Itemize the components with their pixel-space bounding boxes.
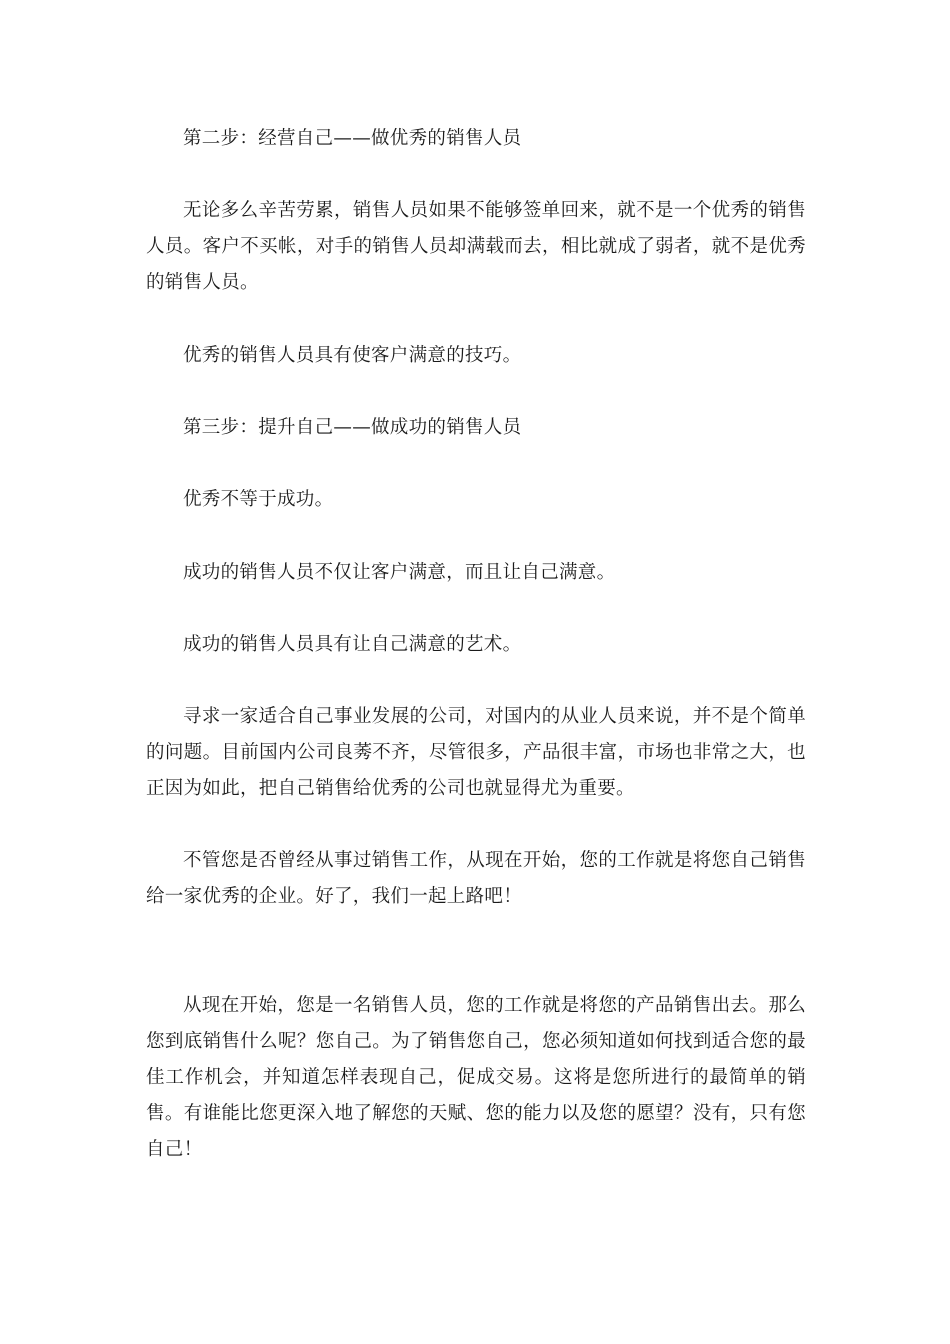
paragraph-hard-work: 无论多么辛苦劳累，销售人员如果不能够签单回来，就不是一个优秀的销售人员。客户不买帐，对手的销售人员却满载而去，相比就成了弱者，就不是优秀的销售人员。 bbox=[146, 200, 806, 293]
heading-step-three: 第三步：提升自己——做成功的销售人员 bbox=[183, 417, 522, 438]
paragraph-not-equal: 优秀不等于成功。 bbox=[183, 489, 334, 510]
paragraph-find-company: 寻求一家适合自己事业发展的公司，对国内的从业人员来说，并不是个简单的问题。目前国内公司良莠不齐，尽管很多，产品很丰富，市场也非常之大，也正因为如此，把自己销售给优秀的公司也就显得尤为重要。 bbox=[146, 706, 806, 799]
paragraph-start-now: 不管您是否曾经从事过销售工作，从现在开始，您的工作就是将您自己销售给一家优秀的企业。好了，我们一起上路吧！ bbox=[146, 850, 806, 907]
paragraph-success-satisfy: 成功的销售人员不仅让客户满意，而且让自己满意。 bbox=[183, 562, 616, 583]
paragraph-success-art: 成功的销售人员具有让自己满意的艺术。 bbox=[183, 634, 522, 655]
paragraph-excellent-skill: 优秀的销售人员具有使客户满意的技巧。 bbox=[183, 345, 522, 366]
paragraph-sell-yourself: 从现在开始，您是一名销售人员，您的工作就是将您的产品销售出去。那么您到底销售什么呢？您自己。为了销售您自己，您必须知道如何找到适合您的最佳工作机会，并知道怎样表现自己，促成交易。这将是您所进行的最简单的销售。有谁能比您更深入地了解您的天赋、您的能力以及您的愿望？没有，只有您自己！ bbox=[146, 995, 806, 1160]
heading-step-two: 第二步：经营自己——做优秀的销售人员 bbox=[183, 128, 522, 149]
